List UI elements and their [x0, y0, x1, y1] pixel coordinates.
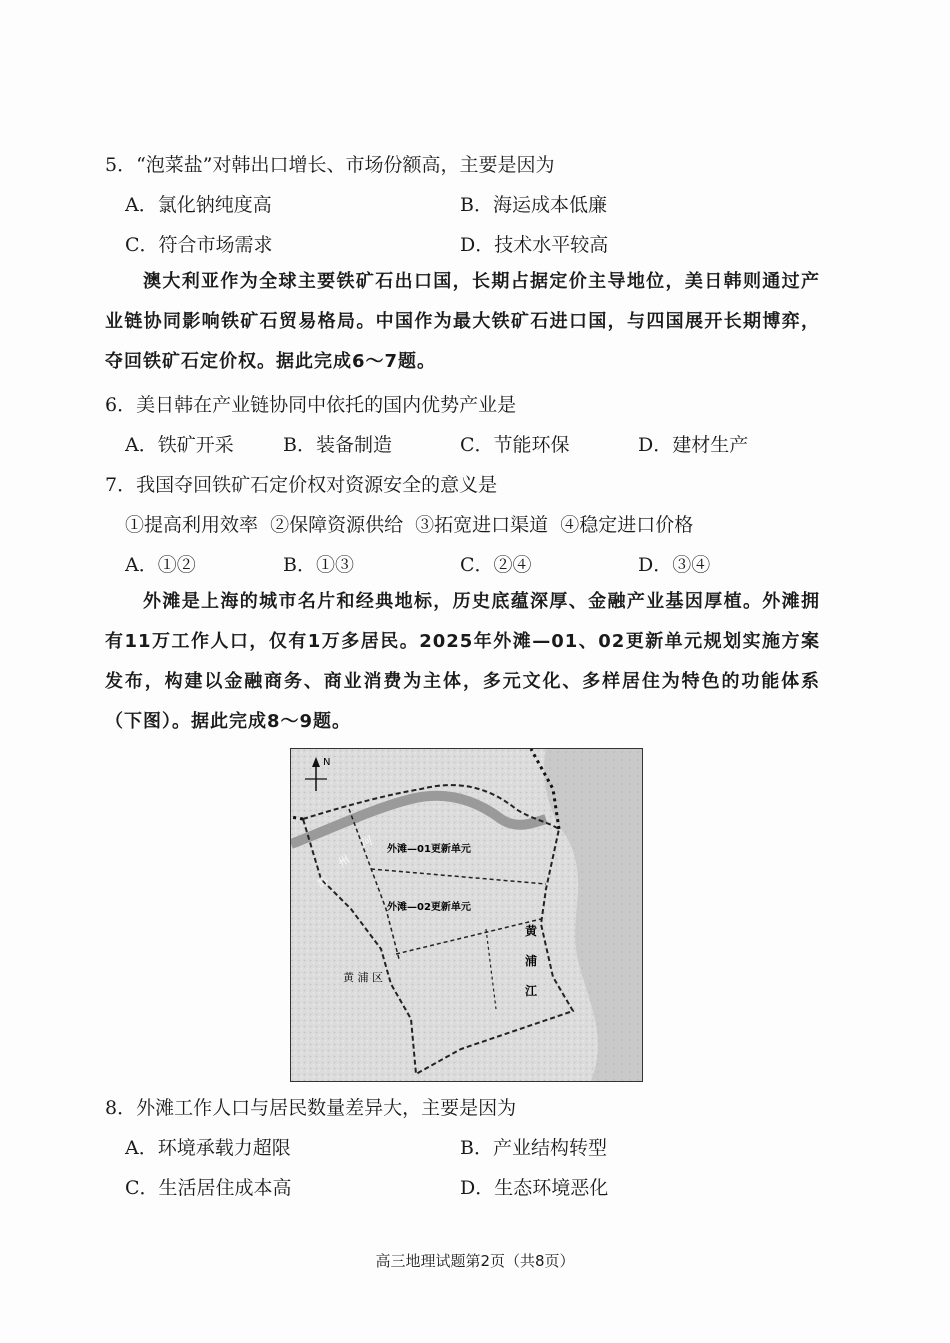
q6-option-b: B．装备制造 [283, 434, 392, 456]
q5-stem: 5．“泡菜盐”对韩出口增长、市场份额高，主要是因为 [105, 154, 555, 176]
label-unit-02: 外滩—02更新单元 [387, 902, 471, 913]
label-unit-01: 外滩—01更新单元 [387, 844, 471, 855]
q5-option-d: D．技术水平较高 [460, 234, 609, 256]
q8-option-c: C．生活居住成本高 [125, 1177, 292, 1199]
passage-iron-ore-text: 澳大利亚作为全球主要铁矿石出口国，长期占据定价主导地位，美日韩则通过产业链协同影响铁矿石贸易格局。中国作为最大铁矿石进口国，与四国展开长期博弈，夺回铁矿石定价权。据此完成6～7题。 [105, 271, 820, 372]
bund-map-figure [290, 748, 643, 1082]
q7-option-d: D．③④ [638, 554, 711, 576]
q8-option-b: B．产业结构转型 [460, 1137, 607, 1159]
q6-stem: 6．美日韩在产业链协同中依托的国内优势产业是 [105, 394, 517, 416]
bund-map-svg [291, 749, 642, 1081]
q7-option-b: B．①③ [283, 554, 354, 576]
q7-stem: 7．我国夺回铁矿石定价权对资源安全的意义是 [105, 474, 498, 496]
q6-option-d: D．建材生产 [638, 434, 749, 456]
q8-option-d: D．生态环境恶化 [460, 1177, 609, 1199]
q7-option-a: A．①② [125, 554, 196, 576]
label-creek-char-3: 河 [359, 833, 375, 850]
label-creek-char-2: 州 [336, 852, 353, 870]
label-river-char-2: 浦 [525, 954, 538, 968]
q5-option-a: A．氯化钠纯度高 [125, 194, 272, 216]
q6-option-c: C．节能环保 [460, 434, 570, 456]
label-huangpu-district: 黄 浦 区 [343, 971, 383, 984]
q7-items: ①提高利用效率 ②保障资源供给 ③拓宽进口渠道 ④稳定进口价格 [125, 514, 694, 536]
label-river-char-1: 黄 [525, 924, 538, 938]
q7-option-c: C．②④ [460, 554, 532, 576]
passage-bund [105, 582, 820, 742]
q8-stem: 8．外滩工作人口与居民数量差异大，主要是因为 [105, 1097, 517, 1119]
north-label: N [323, 757, 331, 768]
passage-iron-ore [105, 262, 820, 382]
page-footer: 高三地理试题第2页（共8页） [375, 1252, 575, 1270]
q5-option-c: C．符合市场需求 [125, 234, 273, 256]
label-creek-char-1: 苏 [314, 874, 332, 892]
passage-bund-text: 外滩是上海的城市名片和经典地标，历史底蕴深厚、金融产业基因厚植。外滩拥有11万工作人口，仅有1万多居民。2025年外滩—01、02更新单元规划实施方案发布，构建以金融商务、商业消费为主体，多元文化、多样居住为特色的功能体系（下图）。据此完成8～9题。 [105, 591, 820, 732]
q8-option-a: A．环境承载力超限 [125, 1137, 291, 1159]
q6-option-a: A．铁矿开采 [125, 434, 234, 456]
label-river-char-3: 江 [525, 984, 538, 998]
q5-option-b: B．海运成本低廉 [460, 194, 607, 216]
